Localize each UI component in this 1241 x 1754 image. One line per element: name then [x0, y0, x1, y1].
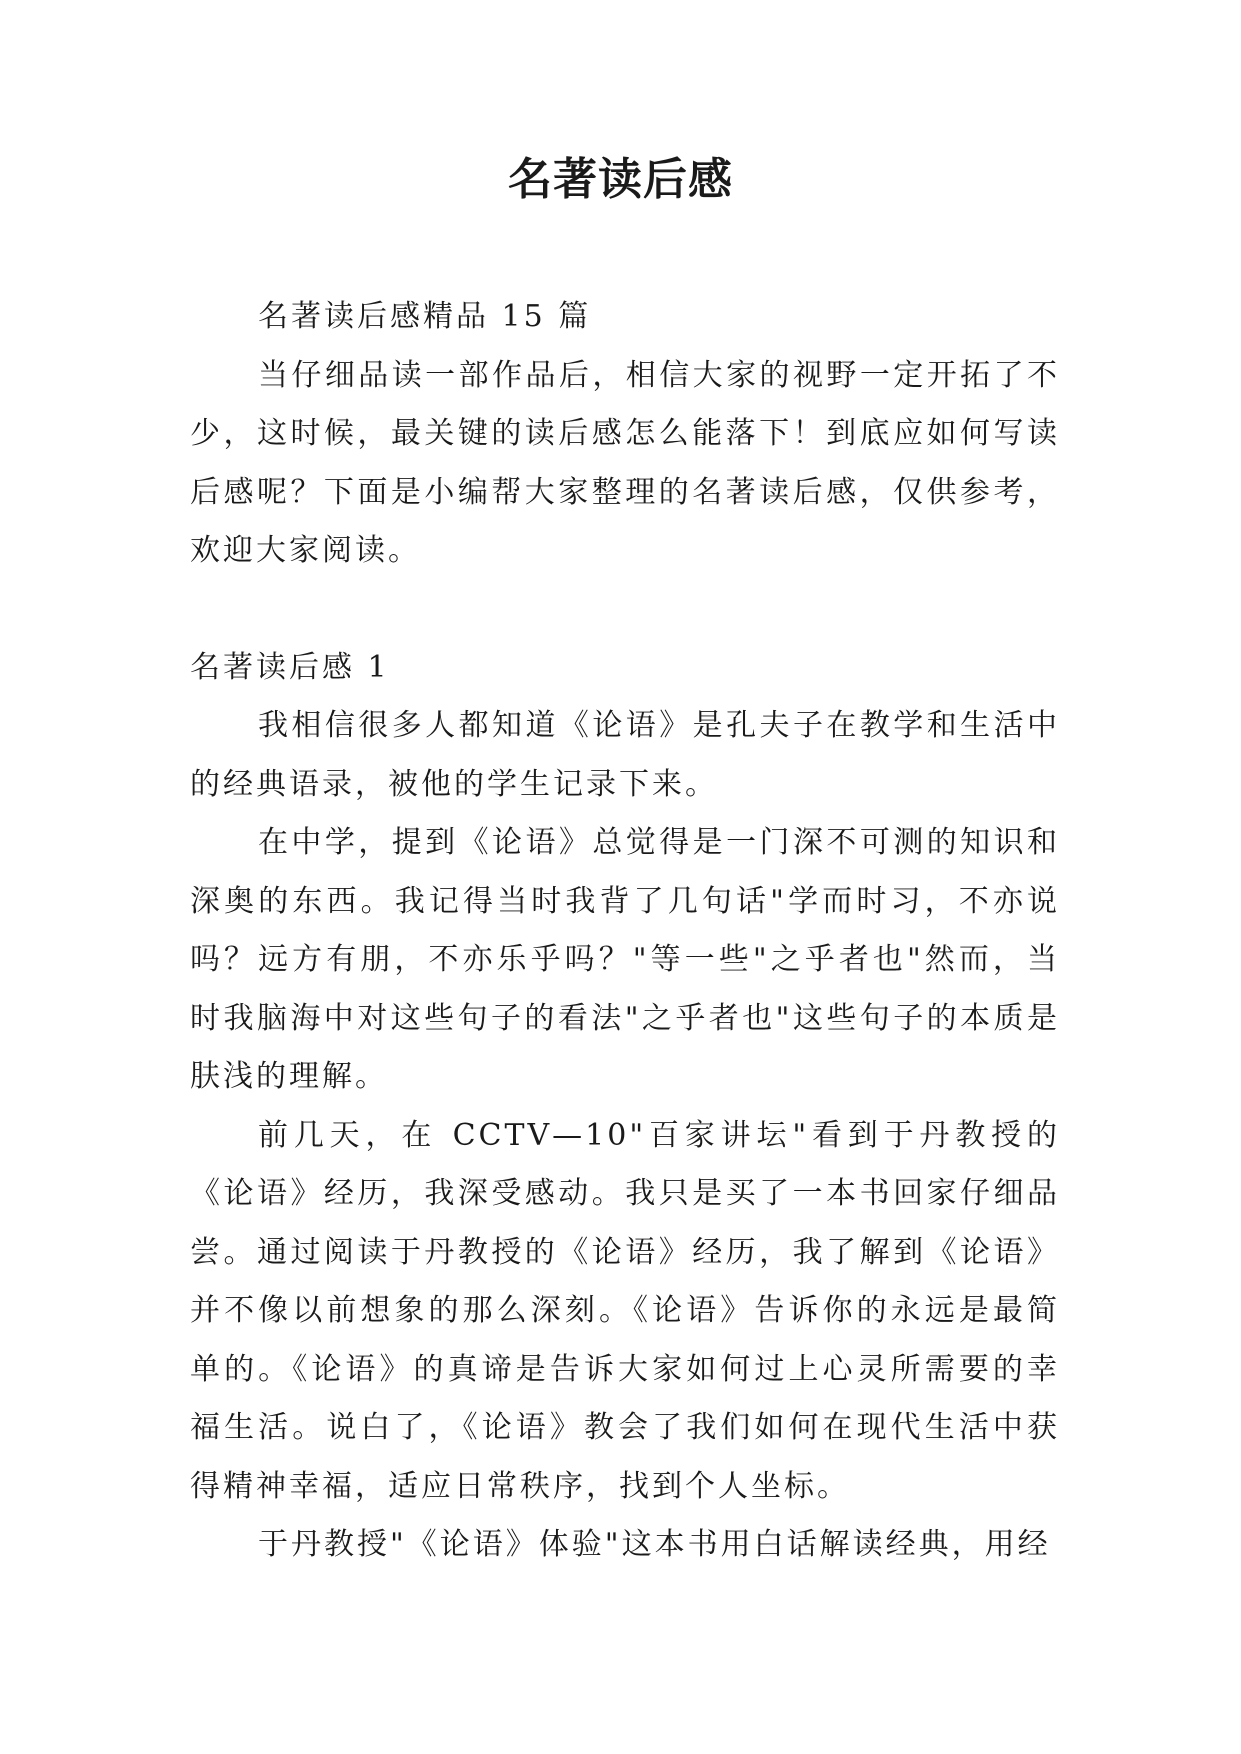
subtitle: 名著读后感精品 15 篇 — [258, 299, 592, 334]
section-heading: 名著读后感 1 — [190, 649, 390, 685]
body-paragraph: 前几天，在 CCTV—10"百家讲坛"看到于丹教授的《论语》经历，我深受感动。我只是买了一本书回家仔细品尝。通过阅读于丹教授的《论语》经历，我了解到《论语》并不像以前想象的那么深刻。《论语》告诉你的永远是最简单的。《论语》的真谛是告诉大家如何过上心灵所需要的幸福生活。说白了，《论语》教会了我们如何在现代生活中获得精神幸福，适应日常秩序，找到个人坐标。 — [190, 1117, 1060, 1504]
document-body — [190, 288, 1060, 1575]
body-paragraph: 我相信很多人都知道《论语》是孔夫子在教学和生活中的经典语录，被他的学生记录下来。 — [190, 708, 1060, 802]
body-paragraph: 于丹教授"《论语》体验"这本书用白话解读经典，用经 — [258, 1527, 1051, 1562]
intro-paragraph: 当仔细品读一部作品后，相信大家的视野一定开拓了不少，这时候，最关键的读后感怎么能落下！到底应如何写读后感呢？下面是小编帮大家整理的名著读后感，仅供参考，欢迎大家阅读。 — [190, 357, 1060, 568]
body-paragraph: 在中学，提到《论语》总觉得是一门深不可测的知识和深奥的东西。我记得当时我背了几句话"学而时习，不亦说吗？远方有朋，不亦乐乎吗？"等一些"之乎者也"然而，当时我脑海中对这些句子的看法"之乎者也"这些句子的本质是肤浅的理解。 — [190, 825, 1060, 1094]
document-title: 名著读后感 — [508, 154, 733, 205]
